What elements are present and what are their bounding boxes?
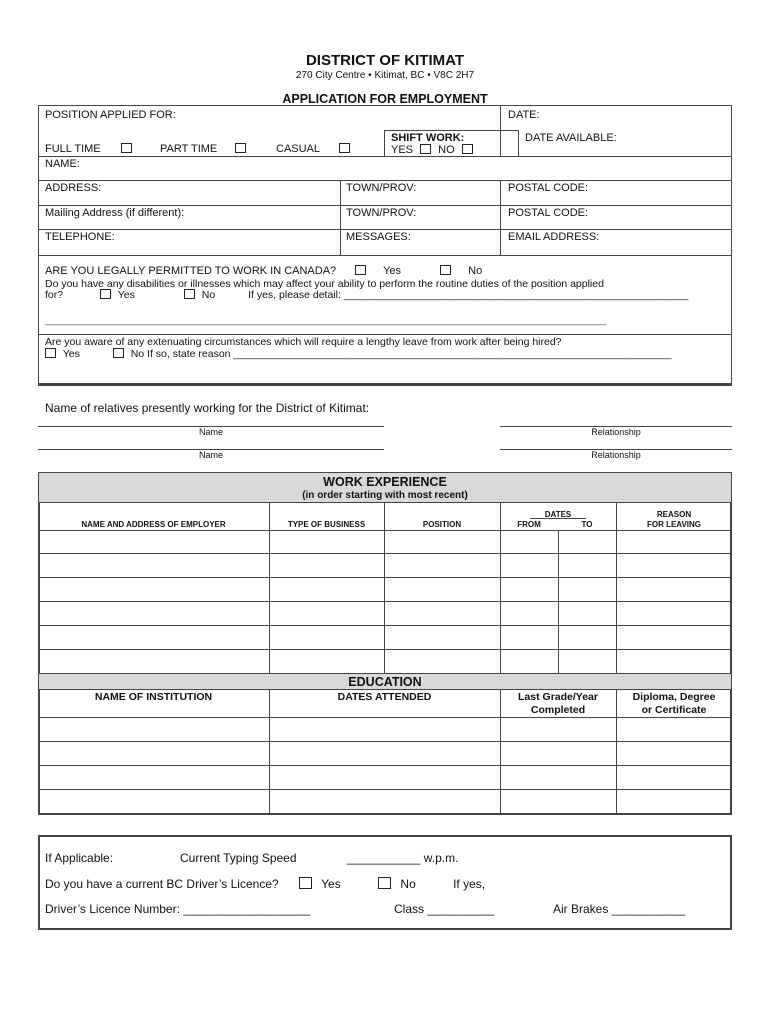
- postal-code-label: POSTAL CODE:: [508, 182, 589, 194]
- leave-yes-checkbox[interactable]: [45, 348, 56, 358]
- relative-1-name-label: Name: [198, 427, 223, 437]
- disability-detail[interactable]: If yes, please detail: ___________________________________________________________: [248, 289, 689, 301]
- if-yes-label: If yes,: [453, 877, 486, 891]
- mailing-postal-code-label: POSTAL CODE:: [508, 207, 589, 219]
- legal-question-text: ARE YOU LEGALLY PERMITTED TO WORK IN CANADA?: [45, 265, 337, 277]
- leave-no-checkbox[interactable]: [113, 348, 124, 358]
- disability-yes-label: Yes: [117, 289, 135, 301]
- part-time-option[interactable]: [160, 143, 250, 155]
- education-row[interactable]: [38, 741, 732, 742]
- legal-yes-label: Yes: [383, 265, 402, 277]
- relative-2-relationship-label: Relationship: [591, 450, 641, 460]
- education-row[interactable]: [38, 789, 732, 790]
- if-applicable-label: If Applicable:: [45, 851, 114, 865]
- licence-no-label: No: [400, 877, 416, 891]
- casual-checkbox[interactable]: [339, 143, 350, 153]
- disability-question: Do you have any disabilities or illnesses which may affect your ability to perform the routine duties of the position applied: [45, 278, 604, 290]
- col-position: POSITION: [422, 520, 462, 529]
- licence-question-row: [45, 877, 485, 891]
- shift-work-options[interactable]: [391, 144, 477, 156]
- licence-question: Do you have a current BC Driver’s Licence?: [45, 877, 279, 891]
- messages-label: MESSAGES:: [346, 231, 411, 243]
- shift-no-label: NO: [438, 144, 455, 156]
- leave-question: Are you aware of any extenuating circumstances which will require a lengthy leave from work after being hired?: [45, 336, 562, 348]
- work-row[interactable]: [38, 625, 732, 626]
- shift-yes-label: YES: [391, 144, 414, 156]
- col-institution: NAME OF INSTITUTION: [94, 691, 213, 703]
- relative-1-relationship-label: Relationship: [591, 427, 641, 437]
- licence-class-field[interactable]: Class __________: [394, 902, 495, 916]
- leave-answer-row: [45, 348, 671, 360]
- part-time-label: PART TIME: [160, 143, 218, 155]
- town-prov-label: TOWN/PROV:: [346, 182, 417, 194]
- casual-option[interactable]: [276, 143, 354, 155]
- mailing-address-label: Mailing Address (if different):: [45, 207, 185, 219]
- relative-2-name-label: Name: [198, 450, 223, 460]
- leave-yes-label: Yes: [62, 348, 80, 360]
- work-row[interactable]: [38, 649, 732, 650]
- full-time-label: FULL TIME: [45, 143, 101, 155]
- disability-yes-checkbox[interactable]: [100, 289, 111, 299]
- col-diploma-1: Diploma, Degree: [632, 691, 716, 703]
- form-title: APPLICATION FOR EMPLOYMENT: [282, 92, 488, 106]
- leave-detail[interactable]: No If so, state reason ___________________________________________________________________________: [130, 348, 672, 360]
- col-diploma-2: or Certificate: [641, 704, 707, 716]
- relatives-prompt: Name of relatives presently working for the District of Kitimat:: [45, 401, 370, 415]
- col-to: TO: [581, 520, 593, 529]
- disability-answer-row: [45, 289, 688, 301]
- email-label: EMAIL ADDRESS:: [508, 231, 600, 243]
- col-employer: NAME AND ADDRESS OF EMPLOYER: [81, 520, 226, 529]
- disability-detail-line[interactable]: _____________________________________________________________________________________________________: [45, 315, 607, 326]
- disability-no-label: No: [201, 289, 216, 301]
- education-title: EDUCATION: [348, 675, 422, 689]
- air-brakes-field[interactable]: Air Brakes ___________: [553, 902, 686, 916]
- education-row[interactable]: [38, 765, 732, 766]
- position-applied-label: POSITION APPLIED FOR:: [45, 109, 176, 121]
- telephone-label: TELEPHONE:: [45, 231, 115, 243]
- typing-speed-field[interactable]: ___________ w.p.m.: [347, 851, 459, 865]
- address-label: ADDRESS:: [45, 182, 102, 194]
- shift-no-checkbox[interactable]: [462, 144, 473, 154]
- col-dates: DATES: [544, 510, 572, 519]
- legal-no-checkbox[interactable]: [440, 265, 451, 275]
- typing-speed-label: Current Typing Speed: [180, 851, 297, 865]
- org-address: 270 City Centre • Kitimat, BC • V8C 2H7: [295, 70, 475, 81]
- shift-work-label: SHIFT WORK:: [391, 132, 465, 144]
- col-business: TYPE OF BUSINESS: [287, 520, 366, 529]
- col-grade-2: Completed: [530, 704, 586, 716]
- org-title: DISTRICT OF KITIMAT: [305, 52, 465, 69]
- work-row[interactable]: [38, 601, 732, 602]
- work-experience-title: WORK EXPERIENCE: [323, 475, 447, 489]
- legal-question: [45, 265, 482, 277]
- shift-yes-checkbox[interactable]: [420, 144, 431, 154]
- date-available-label: DATE AVAILABLE:: [525, 132, 617, 144]
- col-dates-attended: DATES ATTENDED: [337, 691, 432, 703]
- full-time-option[interactable]: [45, 143, 136, 155]
- col-grade-1: Last Grade/Year: [518, 691, 598, 703]
- full-time-checkbox[interactable]: [121, 143, 132, 153]
- work-experience-subtitle: (in order starting with most recent): [302, 490, 468, 501]
- col-reason-2: FOR LEAVING: [646, 520, 702, 529]
- part-time-checkbox[interactable]: [235, 143, 246, 153]
- name-label: NAME:: [45, 158, 80, 170]
- licence-yes-label: Yes: [321, 877, 341, 891]
- col-reason-1: REASON: [656, 510, 692, 519]
- work-row[interactable]: [38, 553, 732, 554]
- legal-no-label: No: [468, 265, 483, 277]
- disability-no-checkbox[interactable]: [184, 289, 195, 299]
- casual-label: CASUAL: [276, 143, 320, 155]
- licence-no-checkbox[interactable]: [378, 877, 391, 889]
- legal-yes-checkbox[interactable]: [355, 265, 366, 275]
- date-label: DATE:: [508, 109, 540, 121]
- licence-number-field[interactable]: Driver’s Licence Number: ___________________: [45, 902, 311, 916]
- mailing-town-prov-label: TOWN/PROV:: [346, 207, 417, 219]
- work-row[interactable]: [38, 577, 732, 578]
- licence-yes-checkbox[interactable]: [299, 877, 312, 889]
- disability-for-label: for?: [45, 289, 64, 301]
- col-from: FROM: [517, 520, 541, 529]
